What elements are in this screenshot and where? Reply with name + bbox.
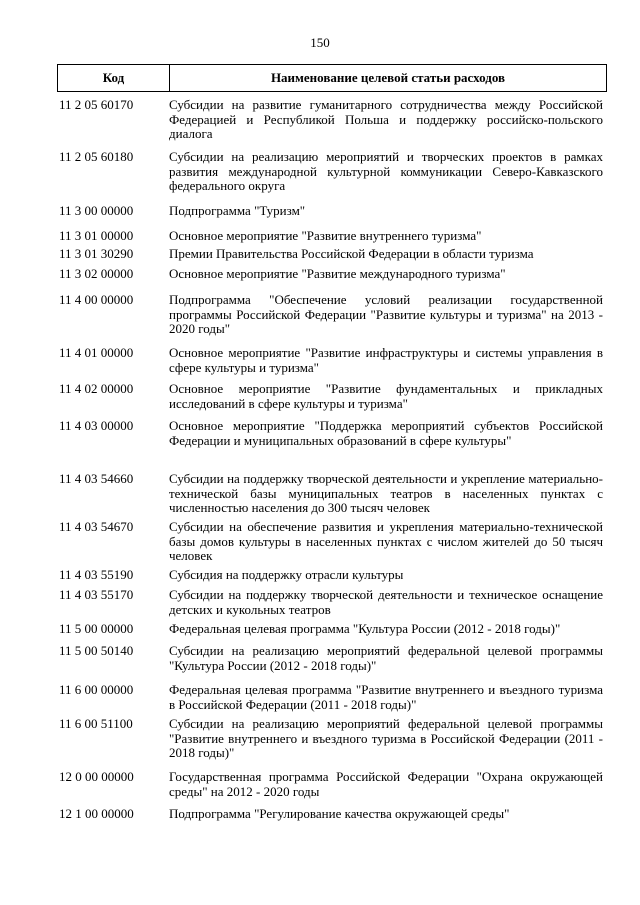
row-name: Основное мероприятие "Развитие внутреннего туризма": [169, 228, 482, 243]
table-row: [57, 770, 607, 799]
table-row: [57, 267, 607, 282]
row-name: Федеральная целевая программа "Культура России (2012 - 2018 годы)": [169, 621, 561, 636]
row-code: 11 3 01 00000: [59, 228, 134, 243]
row-code: 11 2 05 60180: [59, 149, 134, 164]
row-code: 11 3 00 00000: [59, 203, 134, 218]
row-name: Субсидии на поддержку творческой деятельности и укрепление материально-технической базы муниципальных театров в населенных пунктах с численностью населения до 300 тысяч человек: [169, 471, 603, 516]
table-row: [57, 150, 607, 194]
row-code: 11 4 03 55170: [59, 587, 134, 602]
row-name: Государственная программа Российской Федерации "Охрана окружающей среды" на 2012 - 2020 годы: [169, 769, 603, 799]
row-code: 11 4 03 00000: [59, 418, 134, 433]
row-name: Субсидии на обеспечение развития и укрепления материально-технической базы домов культуры в населенных пунктах с числом жителей до 50 тысяч человек: [169, 519, 603, 564]
row-name: Субсидия на поддержку отрасли культуры: [169, 567, 404, 582]
row-name: Субсидии на поддержку творческой деятельности и техническое оснащение детских и кукольных театров: [169, 587, 603, 617]
budget-table: [57, 64, 607, 821]
row-name: Основное мероприятие "Поддержка мероприятий субъектов Российской Федерации и муниципальных образований в сфере культуры": [169, 418, 603, 448]
table-row: [57, 717, 607, 761]
row-name: Основное мероприятие "Развитие фундаментальных и прикладных исследований в сфере культуры и туризма": [169, 381, 603, 411]
table-row: [57, 807, 607, 822]
row-code: 11 3 01 30290: [59, 246, 134, 261]
row-code: 11 5 00 50140: [59, 643, 134, 658]
table-row: [57, 568, 607, 583]
table-row: [57, 247, 607, 262]
row-name: Основное мероприятие "Развитие международного туризма": [169, 266, 506, 281]
row-code: 11 4 03 55190: [59, 567, 134, 582]
row-name: Премии Правительства Российской Федерации в области туризма: [169, 246, 534, 261]
row-name: Субсидии на развитие гуманитарного сотрудничества между Российской Федерацией и Республикой Польша и поддержку российско-польского диалога: [169, 97, 603, 142]
row-code: 11 6 00 00000: [59, 682, 134, 697]
table-row: [57, 204, 607, 219]
row-name: Субсидии на реализацию мероприятий и творческих проектов в рамках развития международной культурной коммуникации Северо-Кавказского федерального округа: [169, 149, 603, 194]
table-row: [57, 382, 607, 411]
row-name: Подпрограмма "Обеспечение условий реализации государственной программы Российской Федерации "Развитие культуры и туризма" на 2013 - 2020 годы": [169, 292, 603, 337]
table-header: [57, 64, 607, 92]
row-code: 11 2 05 60170: [59, 97, 134, 112]
row-code: 11 6 00 51100: [59, 716, 133, 731]
row-code: 11 5 00 00000: [59, 621, 134, 636]
table-row: [57, 683, 607, 712]
row-name: Подпрограмма "Регулирование качества окружающей среды": [169, 806, 510, 821]
table-row: [57, 229, 607, 244]
table-row: [57, 293, 607, 337]
row-name: Подпрограмма "Туризм": [169, 203, 306, 218]
page-number: 150: [310, 35, 330, 50]
row-name: Основное мероприятие "Развитие инфраструктуры и системы управления в сфере культуры и туризма": [169, 345, 603, 375]
table-row: [57, 346, 607, 375]
table-row: [57, 520, 607, 564]
row-name: Субсидии на реализацию мероприятий федеральной целевой программы "Развитие внутреннего и въездного туризма в Российской Федерации (2011 - 2018 годы)": [169, 716, 603, 761]
table-row: [57, 472, 607, 516]
table-row: [57, 98, 607, 142]
row-name: Субсидии на реализацию мероприятий федеральной целевой программы "Культура России (2012 - 2018 годы)": [169, 643, 603, 673]
header-name: Наименование целевой статьи расходов: [270, 70, 506, 85]
row-code: 11 3 02 00000: [59, 266, 134, 281]
row-code: 12 1 00 00000: [59, 806, 134, 821]
table-row: [57, 644, 607, 673]
table-row: [57, 588, 607, 617]
row-code: 11 4 01 00000: [59, 345, 134, 360]
row-code: 11 4 00 00000: [59, 292, 134, 307]
row-code: 11 4 03 54670: [59, 519, 134, 534]
row-code: 12 0 00 00000: [59, 769, 134, 784]
row-name: Федеральная целевая программа "Развитие внутреннего и въездного туризма в Российской Федерации (2011 - 2018 годы)": [169, 682, 603, 712]
table-row: [57, 622, 607, 637]
row-code: 11 4 02 00000: [59, 381, 134, 396]
row-code: 11 4 03 54660: [59, 471, 134, 486]
header-code: Код: [58, 65, 170, 91]
table-row: [57, 419, 607, 448]
